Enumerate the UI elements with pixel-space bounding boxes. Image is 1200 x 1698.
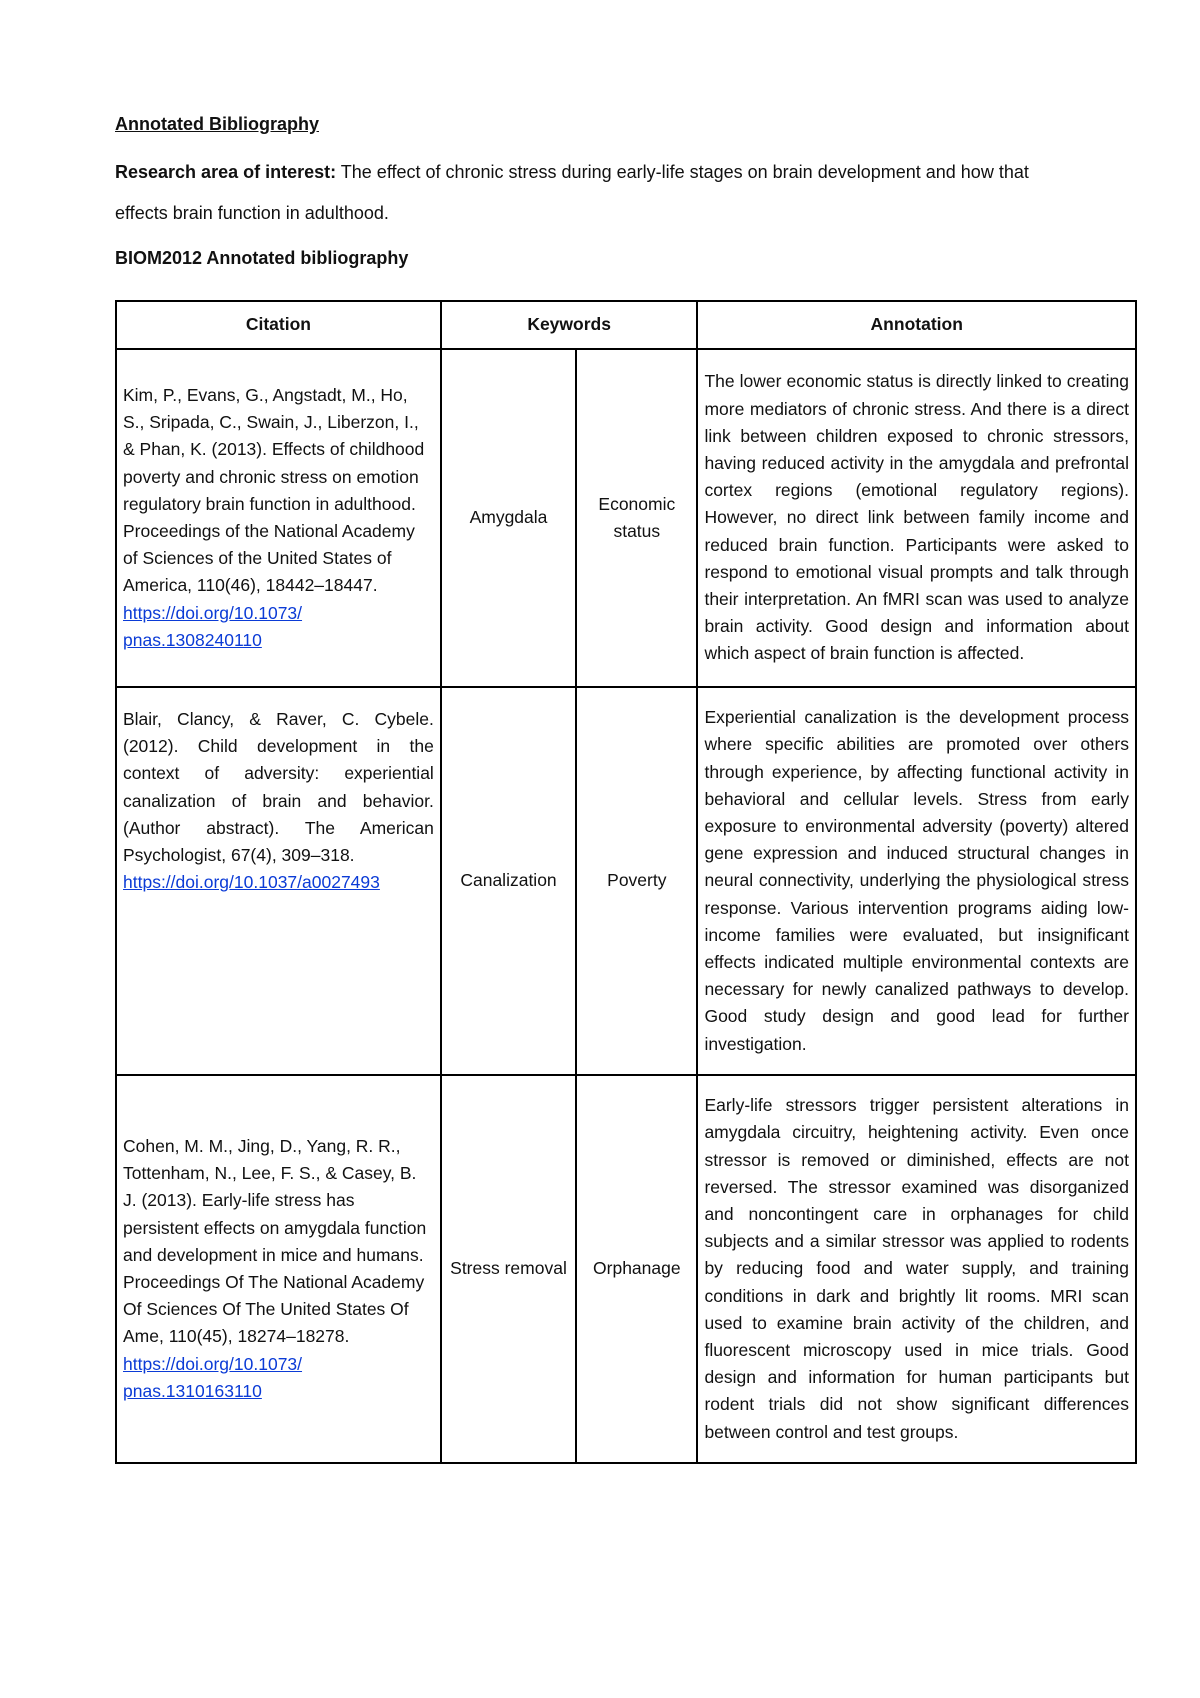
header-annotation: Annotation: [697, 301, 1136, 349]
citation-cell: [116, 349, 441, 687]
research-area-text: The effect of chronic stress during early-life stages on brain development and how that effects brain function in adulthood.: [115, 162, 1029, 223]
citation-cell: [116, 1075, 441, 1463]
annotation-cell: The lower economic status is directly linked to creating more mediators of chronic stress. And there is a direct link between children exposed to chronic stressors, having reduced activity in the amygdala and prefrontal cortex regions (emotional regulatory regions). However, no direct link between family income and reduced brain function. Participants were asked to respond to emotional visual prompts and talk through their interpretation. An fMRI scan was used to analyze brain activity. Good design and information about which aspect of brain function is affected.: [697, 349, 1136, 687]
doi-link-part2: pnas.1308240110: [123, 629, 262, 650]
citation-text: Cohen, M. M., Jing, D., Yang, R. R., Tottenham, N., Lee, F. S., & Casey, B. J. (2013). Early-life stress has persistent effects on amygdala function and development in mice and humans. Proceedings Of The National Academy Of Sciences Of The United States Of Ame, 110(45), 18274–18278.: [123, 1135, 427, 1347]
table-row: [116, 349, 1136, 687]
header-citation: Citation: [116, 301, 441, 349]
doi-link[interactable]: https://doi.org/10.1037/a0027493: [123, 872, 380, 893]
table-row: [116, 687, 1136, 1075]
annotation-cell: Experiential canalization is the development process where specific abilities are promoted over others through experience, by affecting functional activity in behavioral and cellular levels. Stress from early exposure to environmental adversity (poverty) altered gene expression and induced structural changes in neural connectivity, underlying the physiological stress response. Various intervention programs aiding low-income families were evaluated, but insignificant effects indicated multiple environmental contexts are necessary for newly canalized pathways to develop. Good study design and good lead for further investigation.: [697, 687, 1136, 1075]
document-title: Annotated Bibliography: [115, 114, 319, 134]
keyword-cell: Orphanage: [576, 1075, 697, 1463]
citation-text: Kim, P., Evans, G., Angstadt, M., Ho, S., Sripada, C., Swain, J., Liberzon, I., & Phan, K. (2013). Effects of childhood poverty and chronic stress on emotion regulatory brain function in adulthood. Proceedings of the National Academy of Sciences of the United States of America, 110(46), 18442–18447.: [123, 384, 425, 596]
keyword-cell: Canalization: [441, 687, 576, 1075]
research-area-label: Research area of interest:: [115, 162, 337, 182]
doi-link[interactable]: [123, 1354, 302, 1401]
header-keywords: Keywords: [441, 301, 698, 349]
doi-link[interactable]: [123, 603, 302, 650]
annotation-cell: Early-life stressors trigger persistent alterations in amygdala circuitry, heightening activity. Even once stressor is removed or diminished, effects are not reversed. The stressor examined was disorganized and noncontingent care in orphanages for child subjects and a similar stressor was applied to rodents by reducing food and water supply, and training conditions in dark and brightly lit rooms. MRI scan used to examine brain activity of the children, and fluorescent microscopy used in mice trials. Good design and information for human participants but rodent trials did not show significant differences between control and test groups.: [697, 1075, 1136, 1463]
table-row: [116, 1075, 1136, 1463]
keyword-cell: Poverty: [576, 687, 697, 1075]
doi-link-part1: https://doi.org/10.1073/: [123, 602, 303, 623]
keyword-cell: Stress removal: [441, 1075, 576, 1463]
bibliography-table: [115, 300, 1137, 1464]
citation-cell: [116, 687, 441, 1075]
doi-link-part1: https://doi.org/10.1073/: [123, 1353, 303, 1374]
citation-text: Blair, Clancy, & Raver, C. Cybele. (2012). Child development in the context of adversity: experiential canalization of brain and behavior. (Author abstract). The American Psychologist, 67(4), 309–318.: [123, 709, 434, 866]
doi-link-part2: pnas.1310163110: [123, 1380, 262, 1401]
research-area: [115, 152, 1075, 234]
bibliography-subtitle: BIOM2012 Annotated bibliography: [115, 248, 409, 268]
table-header-row: [116, 301, 1136, 349]
keyword-cell: Amygdala: [441, 349, 576, 687]
keyword-cell: Economic status: [576, 349, 697, 687]
